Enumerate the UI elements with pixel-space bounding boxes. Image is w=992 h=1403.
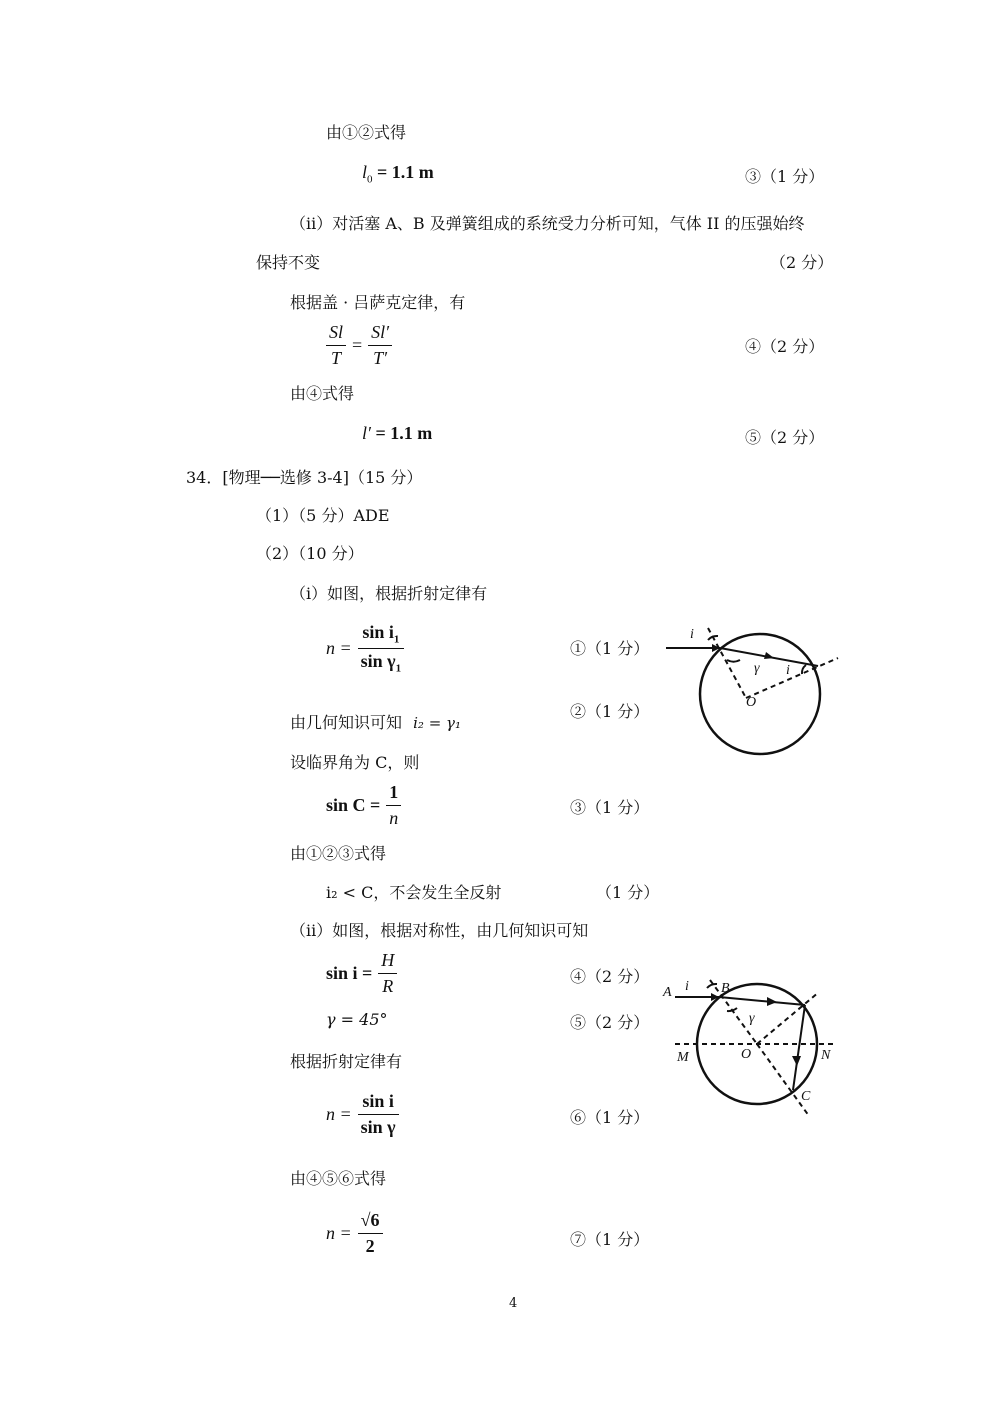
q34-ii-intro: （ii）如图，根据对称性，由几何知识可知 — [290, 921, 589, 940]
q34-conclusion-score: （1 分） — [596, 883, 660, 902]
part-ii-score: （2 分） — [770, 253, 834, 272]
eq7-num: √6 — [358, 1210, 383, 1234]
eq4-right-num: Sl′ — [368, 322, 392, 346]
eq4-equals: = — [352, 335, 363, 355]
equation-5-lprime — [362, 423, 432, 444]
eq6-num: sin i — [358, 1091, 399, 1115]
figure-refraction-2 — [655, 970, 855, 1120]
q34-i-intro: （i）如图，根据折射定律有 — [290, 584, 488, 603]
q34-equation-3-score: ③（1 分） — [570, 798, 650, 817]
eq4-fraction — [378, 950, 397, 997]
q34-equation-2-score: ②（1 分） — [570, 702, 650, 721]
equation-3-l0 — [362, 162, 434, 186]
eq4-right-den: T′ — [373, 348, 388, 368]
eq2-text: 由几何知识可知 — [290, 713, 403, 732]
fig2-label-i: i — [685, 979, 689, 994]
fig2-refracted-arrow — [767, 997, 777, 1006]
eq2-expr: i₂ = γ₁ — [413, 714, 462, 732]
eq3-sub: 0 — [367, 173, 373, 186]
from-12-text: 由①②式得 — [326, 123, 407, 142]
fig1-label-O: O — [746, 695, 757, 710]
equation-5-score: ⑤（2 分） — [745, 428, 825, 447]
fig2-label-A: A — [663, 985, 672, 1000]
eq3-rhs: = 1.1 m — [377, 162, 434, 182]
fig1-normal-2 — [746, 658, 838, 698]
eq1-lhs: n = — [326, 637, 352, 658]
eq3-fraction — [386, 782, 401, 829]
q34-equation-3 — [326, 782, 401, 829]
fig1-angle-gamma-arc — [727, 660, 740, 662]
eq5-rhs: = 1.1 m — [375, 423, 433, 443]
q34-equation-7-score: ⑦（1 分） — [570, 1230, 650, 1249]
q34-equation-1-score: ①（1 分） — [570, 639, 650, 658]
eq7-fraction — [358, 1210, 383, 1257]
equation-3-score: ③（1 分） — [745, 167, 825, 186]
eq1-den-sub: 1 — [395, 662, 402, 675]
q34-part2: （2）（10 分） — [256, 544, 364, 563]
q34-from-123: 由①②③式得 — [290, 844, 387, 863]
eq1-fraction — [358, 622, 404, 674]
eq4-left-den: T — [331, 348, 342, 368]
fig2-reflected-arrow — [792, 1056, 801, 1066]
eq7-den: 2 — [365, 1236, 375, 1256]
fig1-circle — [700, 634, 820, 754]
eq1-den — [358, 649, 404, 675]
fig2-label-gamma: γ — [749, 1011, 755, 1026]
page-number: 4 — [509, 1296, 518, 1311]
from-4-text: 由④式得 — [290, 384, 355, 403]
q34-equation-6-score: ⑥（1 分） — [570, 1108, 650, 1127]
fig2-normal-C — [757, 1044, 809, 1116]
fig2-label-N: N — [821, 1048, 831, 1063]
equation-4-gay-lussac — [326, 322, 392, 369]
part-ii-line1: （ii）对活塞 A、B 及弹簧组成的系统受力分析可知，气体 II 的压强始终 — [290, 214, 805, 233]
eq1-num-text: sin i — [362, 622, 394, 642]
part-ii-line2: 保持不变 — [256, 253, 321, 272]
eq6-fraction — [358, 1091, 399, 1138]
eq3-den: n — [389, 808, 399, 828]
fig2-label-B: B — [721, 981, 730, 996]
fig1-label-i-top: i — [690, 627, 694, 642]
gay-lussac-text: 根据盖 · 吕萨克定律，有 — [290, 293, 466, 312]
q34-equation-5: γ = 45° — [326, 1010, 388, 1029]
fig2-refracted-ray — [719, 997, 805, 1005]
fig1-refracted-arrow — [764, 652, 774, 659]
q34-refraction-text: 根据折射定律有 — [290, 1052, 403, 1071]
q34-from-456: 由④⑤⑥式得 — [290, 1169, 387, 1188]
q34-equation-4 — [326, 950, 397, 997]
eq1-den-text: sin γ — [360, 650, 396, 671]
eq7-lhs: n = — [326, 1223, 352, 1243]
q34-eq2-text — [290, 710, 461, 733]
eq4-num: H — [378, 950, 397, 974]
eq3-num: 1 — [386, 782, 401, 806]
figure-refraction-1 — [660, 618, 850, 763]
fig2-label-M: M — [677, 1050, 689, 1065]
fig2-reflected-ray — [793, 1005, 805, 1090]
eq4-left-num: Sl — [326, 322, 346, 346]
q34-equation-1 — [326, 622, 404, 674]
eq5-lhs: l′ — [362, 423, 371, 443]
eq4-left-fraction — [326, 322, 346, 369]
eq4-den: R — [382, 976, 394, 996]
q34-equation-6 — [326, 1091, 399, 1138]
eq6-den: sin γ — [360, 1117, 396, 1137]
eq3-lhs: sin C = — [326, 795, 381, 815]
fig2-label-C: C — [801, 1089, 811, 1104]
eq3-lhs: l — [362, 162, 368, 182]
fig1-label-gamma: γ — [754, 661, 760, 676]
q34-header: 34．[物理──选修 3-4]（15 分） — [186, 468, 423, 487]
q34-equation-7 — [326, 1210, 383, 1257]
eq1-num — [358, 622, 404, 649]
q34-conclusion: i₂ < C，不会发生全反射 — [326, 883, 502, 902]
q34-part1: （1）（5 分）ADE — [256, 506, 390, 525]
fig1-label-i-inner: i — [786, 663, 790, 678]
q34-equation-5-score: ⑤（2 分） — [570, 1013, 650, 1032]
q34-equation-4-score: ④（2 分） — [570, 967, 650, 986]
q34-critical-text: 设临界角为 C，则 — [290, 753, 420, 772]
eq4-lhs: sin i = — [326, 963, 373, 983]
eq1-num-sub: 1 — [393, 633, 400, 646]
eq4-right-fraction — [368, 322, 392, 369]
equation-4-score: ④（2 分） — [745, 337, 825, 356]
fig2-label-O: O — [741, 1047, 752, 1062]
eq6-lhs: n = — [326, 1104, 352, 1124]
